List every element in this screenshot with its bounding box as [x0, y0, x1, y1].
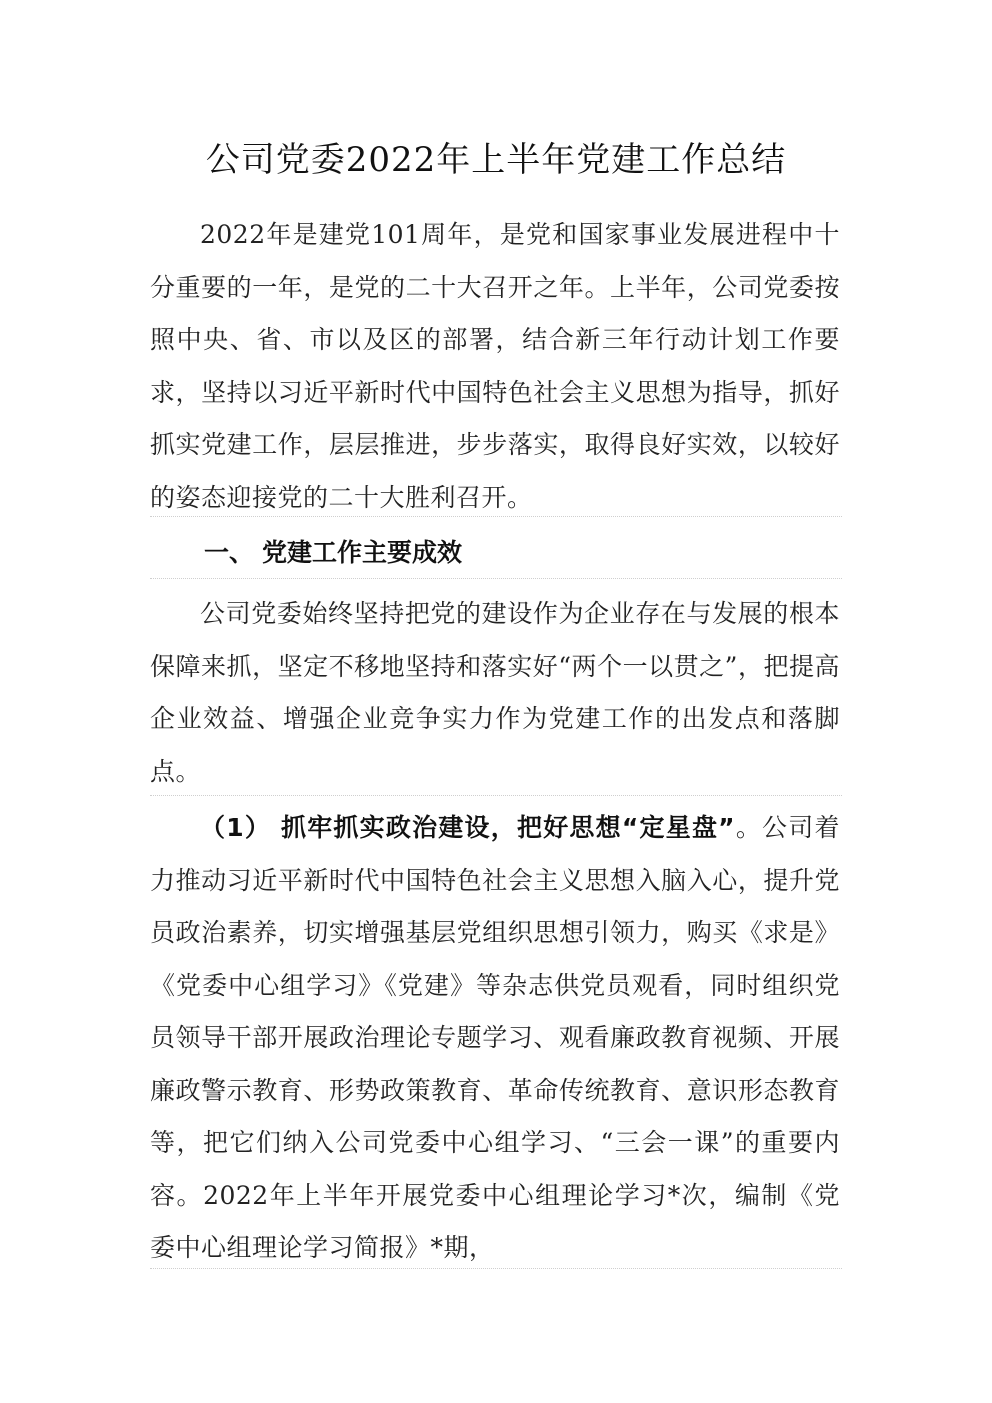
section-heading: [204, 530, 462, 576]
document-title: 公司党委2022年上半年党建工作总结: [205, 140, 787, 180]
section-paragraph: 公司党委始终坚持把党的建设作为企业存在与发展的根本保障来抓，坚定不移地坚持和落实好“两个一以贯之”，把提高企业效益、增强企业竞争实力作为党建工作的出发点和落脚点。: [150, 599, 840, 786]
intro-paragraph: 2022年是建党101周年，是党和国家事业发展进程中十分重要的一年，是党的二十大召开之年。上半年，公司党委按照中央、省、市以及区的部署，结合新三年行动计划工作要求，坚持以习近平新时代中国特色社会主义思想为指导，抓好抓实党建工作，层层推进，步步落实，取得良好实效，以较好的姿态迎接党的二十大胜利召开。: [150, 220, 840, 512]
subsection-paragraph: [150, 802, 840, 1275]
section-number: 一、: [204, 538, 255, 567]
divider: [150, 1268, 842, 1269]
divider: [150, 578, 842, 579]
subsection-body: 。公司着力推动习近平新时代中国特色社会主义思想入脑入心，提升党员政治素养，切实增强基层党组织思想引领力，购买《求是》《党委中心组学习》《党建》等杂志供党员观看，同时组织党员领导干部开展政治理论专题学习、观看廉政教育视频、开展廉政警示教育、形势政策教育、革命传统教育、意识形态教育等，把它们纳入公司党委中心组学习、“三会一课”的重要内容。2022年上半年开展党委中心组理论学习*次，编制《党委中心组理论学习简报》*期，: [150, 813, 840, 1262]
divider: [150, 795, 842, 796]
section-heading-text: 党建工作主要成效: [262, 538, 463, 567]
subsection-heading: （1） 抓牢抓实政治建设，把好思想“定星盘”: [200, 813, 736, 842]
divider: [150, 516, 842, 517]
